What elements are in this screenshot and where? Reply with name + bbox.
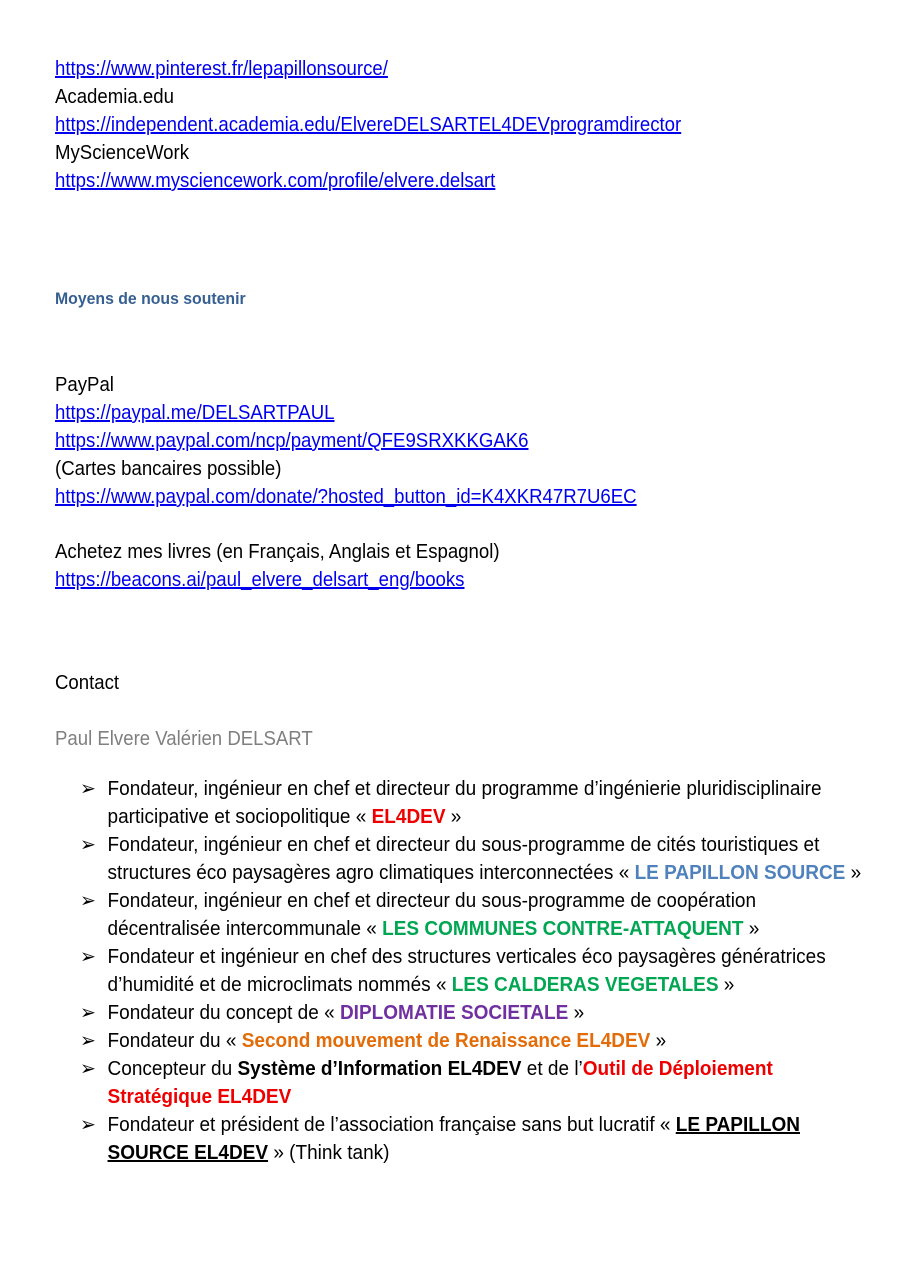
role-text: Fondateur du « bbox=[107, 1030, 242, 1052]
role-text: » (Think tank) bbox=[268, 1142, 390, 1164]
role-text: Fondateur, ingénieur en chef et directeur du sous-programme de coopération décentralisée intercommunale « bbox=[107, 890, 757, 940]
role-highlight: DIPLOMATIE SOCIETALE bbox=[339, 1002, 569, 1024]
mysciencework-link[interactable]: https://www.mysciencework.com/profile/elvere.delsart bbox=[55, 170, 496, 192]
academia-link[interactable]: https://independent.academia.edu/ElvereDELSARTEL4DEVprogramdirector bbox=[55, 114, 682, 136]
role-text: Fondateur, ingénieur en chef et directeur du sous-programme de cités touristiques et structures éco paysagères agro climatiques interconnectées « bbox=[107, 834, 820, 884]
role-text: Fondateur et président de l’association française sans but lucratif « bbox=[107, 1114, 676, 1136]
books-label: Achetez mes livres (en Français, Anglais et Espagnol) bbox=[55, 541, 500, 563]
role-list-item bbox=[80, 1027, 863, 1055]
role-text: Fondateur et ingénieur en chef des structures verticales éco paysagères génératrices d’humidité et de microclimats nommés « bbox=[107, 946, 826, 996]
roles-list bbox=[80, 775, 860, 1167]
arrow-bullet-icon: ➢ bbox=[80, 834, 96, 856]
role-highlight: LE PAPILLON SOURCE EL4DEV bbox=[107, 1114, 800, 1164]
role-highlight: LES CALDERAS VEGETALES bbox=[451, 974, 719, 996]
role-text: Fondateur du concept de « bbox=[107, 1002, 340, 1024]
arrow-bullet-icon: ➢ bbox=[80, 1002, 96, 1024]
mysciencework-label: MyScienceWork bbox=[55, 142, 190, 164]
role-highlight: Outil de Déploiement Stratégique EL4DEV bbox=[107, 1058, 773, 1108]
role-text: » bbox=[445, 806, 462, 828]
support-heading: Moyens de nous soutenir bbox=[55, 289, 246, 308]
cards-note: (Cartes bancaires possible) bbox=[55, 458, 282, 480]
role-list-item bbox=[80, 943, 863, 999]
arrow-bullet-icon: ➢ bbox=[80, 1058, 96, 1080]
role-text: » bbox=[845, 862, 862, 884]
role-list-item bbox=[80, 999, 863, 1027]
contact-heading: Contact bbox=[55, 672, 120, 694]
paypal-payment-link[interactable]: https://www.paypal.com/ncp/payment/QFE9SRXKKGAK6 bbox=[55, 430, 529, 452]
role-highlight: Système d’Information EL4DEV bbox=[237, 1058, 522, 1080]
role-list-item bbox=[80, 887, 863, 943]
pinterest-link[interactable]: https://www.pinterest.fr/lepapillonsource/ bbox=[55, 58, 388, 80]
role-text: Fondateur, ingénieur en chef et directeur du programme d’ingénierie pluridisciplinaire participative et sociopolitique « bbox=[107, 778, 822, 828]
arrow-bullet-icon: ➢ bbox=[80, 1030, 96, 1052]
role-text: » bbox=[568, 1002, 585, 1024]
arrow-bullet-icon: ➢ bbox=[80, 1114, 96, 1136]
role-list-item bbox=[80, 1111, 863, 1167]
role-highlight: Second mouvement de Renaissance EL4DEV bbox=[241, 1030, 651, 1052]
books-link[interactable]: https://beacons.ai/paul_elvere_delsart_eng/books bbox=[55, 569, 465, 591]
role-text: » bbox=[743, 918, 760, 940]
arrow-bullet-icon: ➢ bbox=[80, 890, 96, 912]
role-text: » bbox=[718, 974, 735, 996]
role-highlight: LES COMMUNES CONTRE-ATTAQUENT bbox=[382, 918, 744, 940]
contact-name: Paul Elvere Valérien DELSART bbox=[55, 728, 313, 750]
role-list-item bbox=[80, 775, 863, 831]
paypal-label: PayPal bbox=[55, 374, 114, 396]
role-highlight: LE PAPILLON SOURCE bbox=[634, 862, 846, 884]
role-list-item bbox=[80, 831, 863, 887]
paypal-me-link[interactable]: https://paypal.me/DELSARTPAUL bbox=[55, 402, 335, 424]
arrow-bullet-icon: ➢ bbox=[80, 946, 96, 968]
paypal-donate-link[interactable]: https://www.paypal.com/donate/?hosted_button_id=K4XKR47R7U6EC bbox=[55, 486, 637, 508]
role-text: » bbox=[650, 1030, 667, 1052]
role-list-item bbox=[80, 1055, 863, 1111]
role-text: Concepteur du bbox=[107, 1058, 238, 1080]
role-highlight: EL4DEV bbox=[371, 806, 446, 828]
arrow-bullet-icon: ➢ bbox=[80, 778, 96, 800]
role-text: et de l’ bbox=[521, 1058, 583, 1080]
academia-label: Academia.edu bbox=[55, 86, 174, 108]
